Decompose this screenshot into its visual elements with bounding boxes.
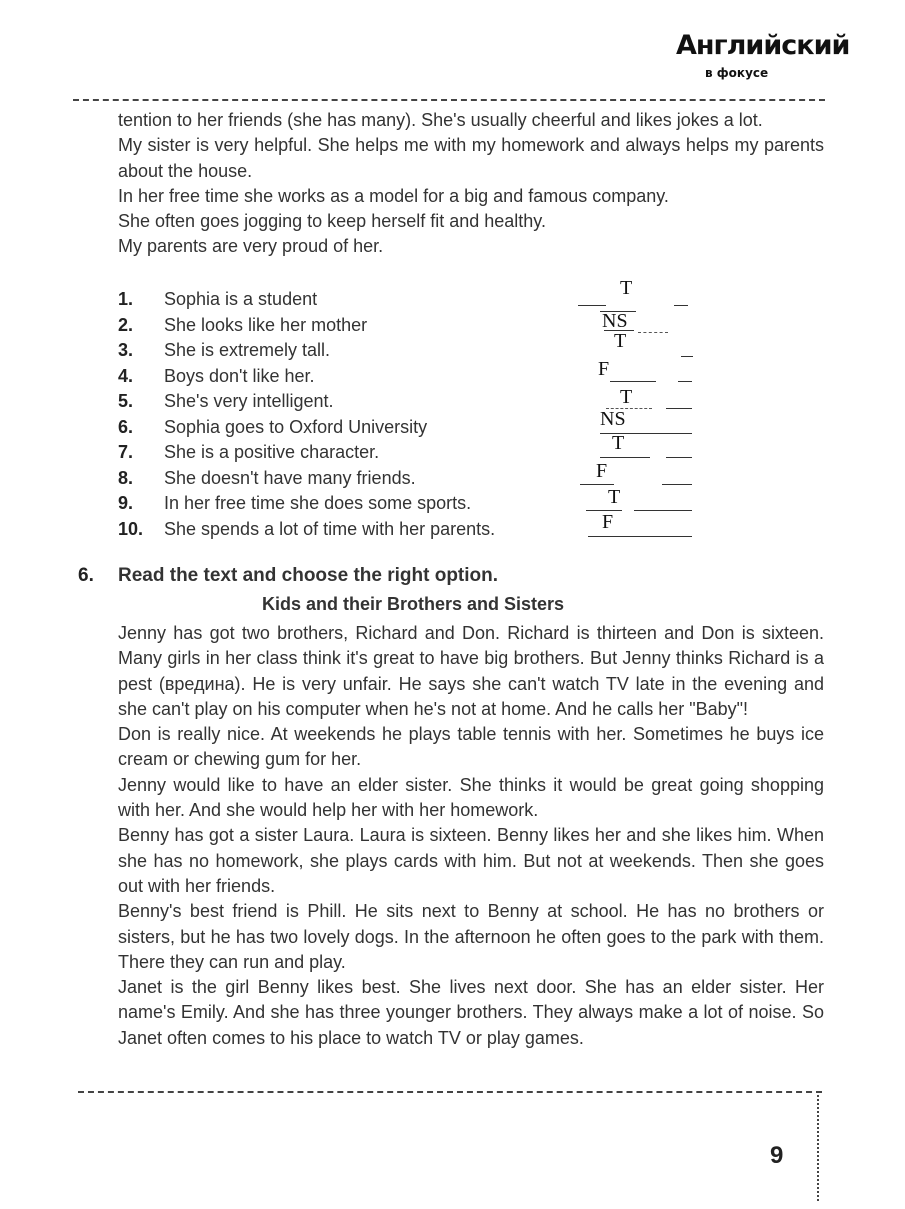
statement-item [118,466,718,492]
answer-line [662,484,692,485]
paragraph: Don is really nice. At weekends he plays table tennis with her. Sometimes he buys ice cream or chewing gum for her. [118,724,824,770]
task-number: 6. [78,565,94,586]
answer-line [580,484,614,485]
statement-number: 3. [118,340,134,360]
statement-number: 10. [118,518,144,539]
paragraph: My parents are very proud of her. [118,236,384,257]
paragraph: Benny has got a sister Laura. Laura is sixteen. Benny likes her and she likes him. When she has no homework, she plays cards with him. But not at weekends. Then she goes out with her friends. [118,825,824,896]
paragraph: My sister is very helpful. She helps me with my homework and always helps my parents about the house. [118,135,824,181]
statement-number: 5. [118,391,134,411]
statement-text: She is extremely tall. [164,340,331,360]
statement-item [118,440,718,466]
paragraph: Jenny would like to have an elder sister. She thinks it would be great going shopping with her. And she would help her with her homework. [118,774,824,821]
logo-title: Английский [676,30,850,61]
header-divider [73,99,825,101]
answer-line [666,457,692,458]
statement-text: She doesn't have many friends. [164,467,416,488]
answer-mark: T [612,432,625,454]
statement-text: She spends a lot of time with her parents. [164,518,496,539]
paragraph: In her free time she works as a model for a big and famous company. [118,185,669,206]
answer-line [666,408,692,409]
statement-number: 4. [118,365,134,386]
statement-text: Sophia is a student [164,289,318,309]
statement-text: In her free time she does some sports. [164,493,472,513]
answer-mark: NS [600,408,626,430]
paragraph: She often goes jogging to keep herself fit and healthy. [118,211,546,232]
statement-item [118,313,718,339]
statement-text: She looks like her mother [164,314,368,335]
statement-item [118,415,718,441]
statement-number: 6. [118,416,134,437]
statement-text: Sophia goes to Oxford University [164,416,428,437]
answer-mark: F [602,511,614,533]
paragraph: Janet is the girl Benny likes best. She lives next door. She has an elder sister. Her name's Emily. And she has three younger brothers. They always make a lot of noise. So Janet often comes to his place to watch TV or play games. [118,977,824,1048]
answer-line [674,305,688,306]
magazine-logo [676,30,850,86]
statement-number: 8. [118,467,134,488]
statement-item [118,491,718,517]
reading-text [118,621,824,1051]
answer-line [634,510,692,511]
answer-mark: F [596,460,608,482]
footer-divider [78,1091,822,1093]
answer-line [681,356,693,357]
statements-list [118,287,718,542]
statement-number: 1. [118,289,134,309]
task-instruction: Read the text and choose the right option. [118,565,499,586]
margin-dotted-line [817,1091,819,1201]
answer-mark: T [620,277,633,299]
paragraph: Jenny has got two brothers, Richard and Don. Richard is thirteen and Don is sixteen. Many girls in her class think it's great to have big brothers. But Jenny thinks Richard is a pest (вредина). He is very unfair. He says she can't watch TV late in the evening and she can't play on his computer when he's not at home. And he calls her "Baby"! [118,623,824,719]
answer-mark: T [620,386,633,408]
answer-line [600,311,636,312]
answer-line [610,381,656,382]
statement-text: She is a positive character. [164,442,380,462]
statement-number: 9. [118,493,134,513]
statement-text: Boys don't like her. [164,365,315,386]
statement-text: She's very intelligent. [164,391,334,411]
answer-mark: T [614,330,627,352]
intro-text [118,108,824,260]
answer-line [588,536,692,537]
logo-subtitle: в фокусе [705,66,769,80]
statement-number: 2. [118,314,134,335]
answer-mark: T [608,486,621,508]
page-number: 9 [770,1142,784,1169]
statement-item [118,517,718,543]
text-title: Kids and their Brothers and Sisters [262,594,565,614]
answer-line [604,330,634,331]
answer-mark: F [598,358,610,380]
paragraph: Benny's best friend is Phill. He sits next to Benny at school. He has no brothers or sisters, but he has two lovely dogs. In the afternoon he often goes to the park with them. There they can run and play. [118,901,824,972]
answer-line [638,332,668,333]
paragraph: tention to her friends (she has many). She's usually cheerful and likes jokes a lot. [118,110,763,130]
answer-line [578,305,606,306]
answer-mark: NS [602,310,628,332]
statement-item [118,338,718,364]
answer-line [600,457,650,458]
statement-number: 7. [118,442,134,462]
answer-line [678,381,692,382]
